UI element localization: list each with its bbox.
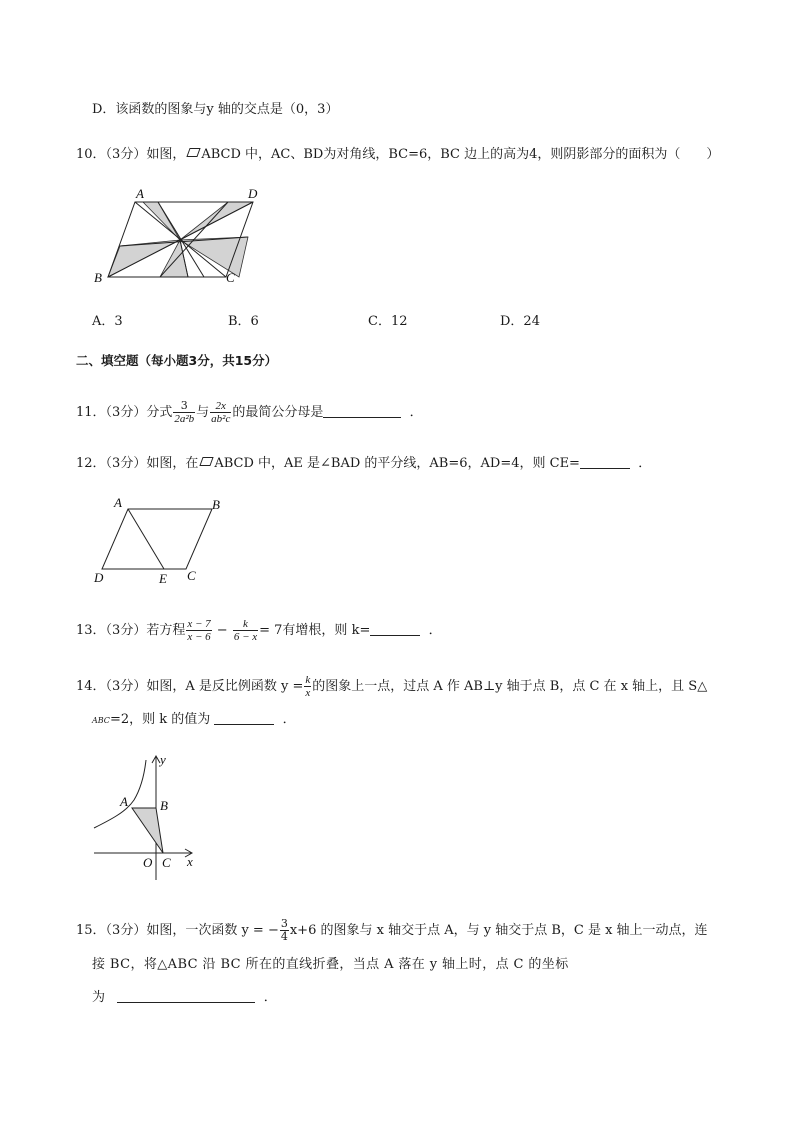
q12-figure bbox=[90, 494, 230, 584]
q12-answer-blank[interactable] bbox=[580, 454, 630, 469]
q11-fraction-1 bbox=[173, 400, 195, 425]
label-x: x bbox=[187, 854, 193, 869]
q10-option-d: D．24 bbox=[500, 314, 540, 329]
q13-fraction-1 bbox=[186, 618, 211, 643]
q15-frac-num: 3 bbox=[280, 917, 288, 930]
q10-stem bbox=[76, 146, 719, 164]
q11-frac2-den: ab²c bbox=[211, 413, 231, 425]
q14-frac-num: k bbox=[305, 674, 311, 686]
q10-option-a: A．3 bbox=[92, 314, 123, 329]
q11 bbox=[76, 400, 423, 425]
q14-end: ． bbox=[282, 712, 296, 727]
q11-end: ． bbox=[409, 405, 423, 420]
q9-option-d: D．该函数的图象与y 轴的交点是（0，3） bbox=[92, 102, 339, 117]
q15-line-1 bbox=[76, 918, 708, 943]
q13-frac2-den: 6 − x bbox=[233, 631, 258, 643]
parallelogram-symbol-icon bbox=[200, 457, 214, 466]
label-d: D bbox=[248, 186, 258, 201]
q12-text: ABCD 中，AE 是∠BAD 的平分线，AB=6，AD=4，则 CE= bbox=[214, 456, 580, 471]
q13-suffix: = 7有增根，则 k= bbox=[259, 623, 371, 638]
q14-line1-suffix: 的图象上一点，过点 A 作 AB⊥y 轴于点 B，点 C 在 x 轴上，且 S△ bbox=[312, 679, 708, 694]
q10-option-b: B．6 bbox=[228, 314, 259, 329]
q14-line-2 bbox=[92, 710, 296, 730]
q14-frac-den: x bbox=[305, 687, 311, 699]
label-a: A bbox=[120, 794, 128, 809]
q13 bbox=[76, 618, 442, 643]
q15-end: ． bbox=[263, 990, 277, 1005]
parallelogram-abcd bbox=[102, 509, 212, 569]
q11-fraction-2 bbox=[210, 400, 231, 425]
q11-mid: 与 bbox=[196, 405, 210, 420]
q14-figure bbox=[90, 750, 210, 885]
label-d: D bbox=[94, 570, 104, 584]
triangle-abc[interactable] bbox=[132, 808, 163, 853]
q13-prefix: 13．（3分）若方程 bbox=[76, 623, 186, 638]
label-b: B bbox=[94, 270, 102, 284]
q14-fraction bbox=[304, 674, 311, 699]
q15-answer-blank[interactable] bbox=[117, 988, 255, 1003]
q12 bbox=[76, 454, 651, 473]
q15-fraction bbox=[280, 918, 289, 943]
q11-frac1-num: 3 bbox=[173, 400, 195, 413]
label-o: O bbox=[143, 855, 153, 870]
q11-frac1-den: 2a²b bbox=[174, 413, 195, 425]
label-a: A bbox=[136, 186, 144, 201]
q13-answer-blank[interactable] bbox=[370, 621, 420, 636]
q14-prefix: 14．（3分）如图，A 是反比例函数 y = bbox=[76, 679, 304, 694]
q10-figure bbox=[88, 184, 268, 284]
q15-prefix: 15．（3分）如图，一次函数 y = − bbox=[76, 923, 279, 938]
label-b: B bbox=[212, 497, 220, 512]
q15-line3-prefix: 为 bbox=[92, 990, 106, 1005]
label-c: C bbox=[187, 568, 196, 583]
q10-text: ABCD 中，AC、BD为对角线，BC=6，BC 边上的高为4，则阴影部分的面积为（ ） bbox=[201, 147, 720, 162]
q11-answer-blank[interactable] bbox=[323, 403, 401, 418]
section-2-title: 二、填空题（每小题3分，共15分） bbox=[76, 353, 278, 368]
q13-frac1-den: x − 6 bbox=[187, 631, 211, 643]
q13-frac2-num: k bbox=[233, 618, 258, 631]
label-a: A bbox=[114, 495, 122, 510]
q12-end: ． bbox=[638, 456, 652, 471]
q15-line-3 bbox=[92, 988, 277, 1007]
label-e: E bbox=[159, 571, 167, 584]
q11-suffix: 的最简公分母是 bbox=[232, 405, 324, 420]
q13-frac1-num: x − 7 bbox=[187, 618, 211, 630]
q11-frac2-num: 2x bbox=[210, 400, 231, 413]
q10-option-c: C．12 bbox=[368, 314, 408, 329]
q14-answer-blank[interactable] bbox=[214, 710, 274, 725]
q14-line2-text: =2，则 k 的值为 bbox=[109, 712, 211, 727]
q12-prefix: 12．（3分）如图，在 bbox=[76, 456, 199, 471]
q11-prefix: 11．（3分）分式 bbox=[76, 405, 173, 420]
label-y: y bbox=[160, 752, 166, 767]
q15-line-2: 接 BC，将△ABC 沿 BC 所在的直线折叠，当点 A 落在 y 轴上时，点 C 的坐标 bbox=[92, 957, 569, 972]
label-c: C bbox=[162, 855, 171, 870]
parallelogram-symbol-icon bbox=[187, 148, 201, 157]
q14-subscript-abc: ABC bbox=[92, 716, 110, 725]
q13-fraction-2 bbox=[233, 618, 258, 643]
q10-prefix: 10．（3分）如图， bbox=[76, 147, 186, 162]
q15-line1-suffix: x+6 的图象与 x 轴交于点 A，与 y 轴交于点 B，C 是 x 轴上一动点，连 bbox=[289, 923, 708, 938]
q15-frac-den: 4 bbox=[280, 930, 288, 943]
label-c: C bbox=[226, 270, 235, 284]
q14-line-1 bbox=[76, 674, 707, 699]
q13-end: ． bbox=[428, 623, 442, 638]
bisector-ae bbox=[128, 509, 164, 569]
q13-minus: − bbox=[216, 623, 228, 638]
label-b: B bbox=[160, 798, 168, 813]
